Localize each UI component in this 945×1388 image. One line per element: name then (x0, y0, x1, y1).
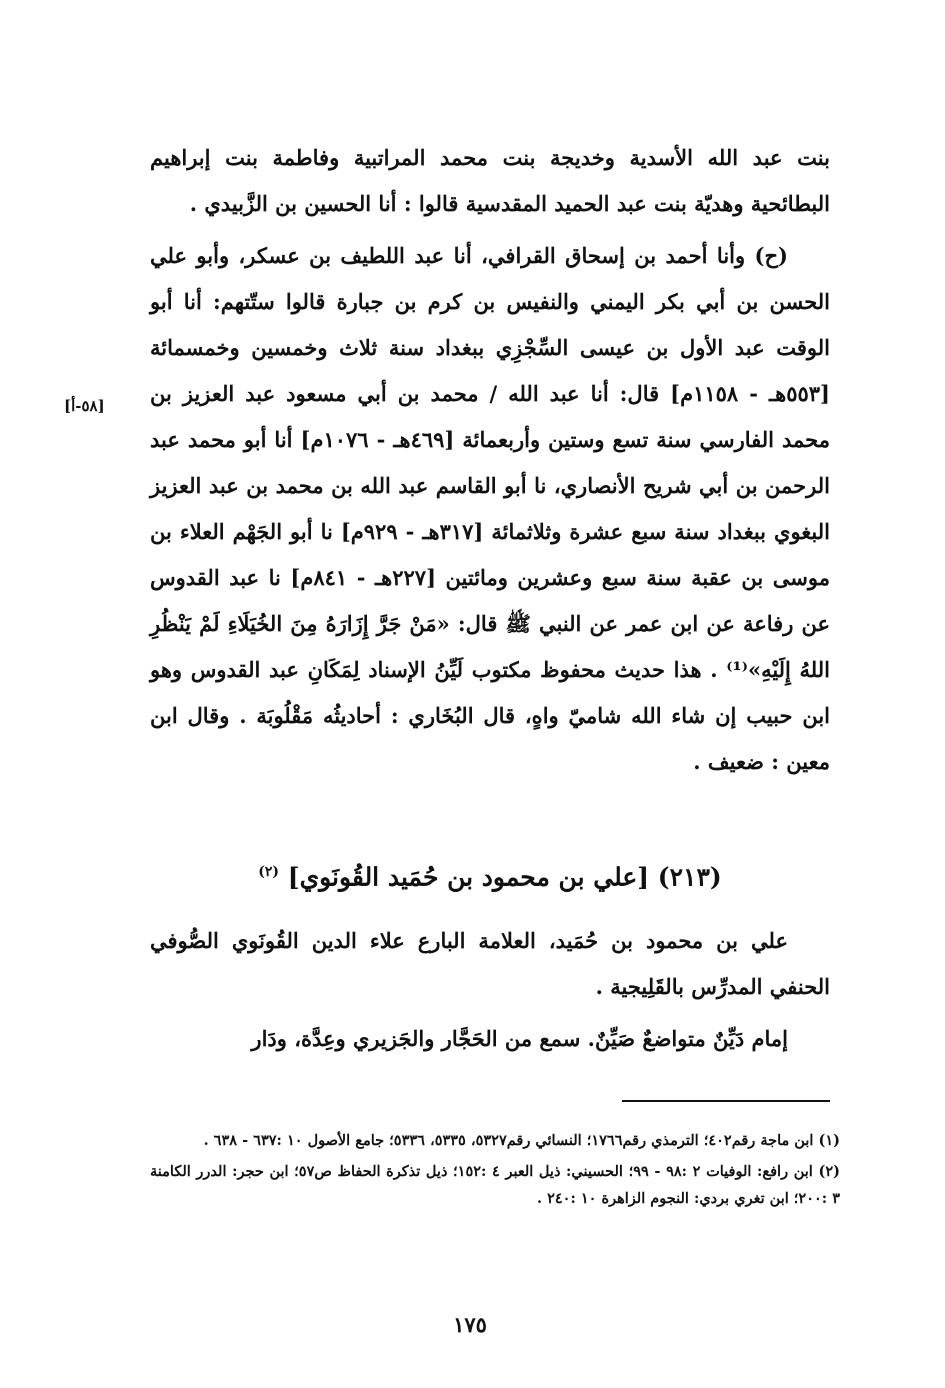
entry-paragraph-1: علي بن محمود بن حُمَيد، العلامة البارع علاء الدين القُونَوي الصُّوفي الحنفي المدرِّس بالقَلِيجية . (150, 928, 830, 999)
footnotes-block (150, 1127, 840, 1216)
margin-folio-note: [٥٨-أ] (64, 397, 105, 415)
footnote-1: (١) ابن ماجة رقم٤٠٢؛ الترمذي رقم١٧٦٦؛ النسائي رقم٥٣٢٧، ٥٣٣٥، ٥٣٣٦؛ جامع الأصول ١٠ :٦٣٧ - ٦٣٨ . (203, 1132, 840, 1149)
heading-footnote-ref: (٢) (258, 864, 280, 880)
entry-paragraph-2: إمام دَيِّنٌ متواضعٌ صَيِّنٌ. سمع من الحَجَّار والجَزيري وعِدَّة، ودَار (251, 1026, 788, 1051)
page-number: ١٧٥ (453, 1312, 487, 1337)
footnote-2: (٢) ابن رافع: الوفيات ٢ :٩٨ - ٩٩؛ الحسيني: ذيل العبر ٤ :١٥٢؛ ذيل تذكرة الحفاظ ص٥٧؛ ابن حجر: الدرر الكامنة ٣ :٢٠٠؛ ابن تغري بردي: النجوم الزاهرة ١٠ :٢٤٠ . (150, 1163, 840, 1207)
entry-text-block (150, 918, 830, 1062)
entry-heading (150, 852, 830, 897)
footnote-separator (622, 1100, 830, 1102)
paragraph-2: (ح) وأنا أحمد بن إسحاق القرافي، أنا عبد اللطيف بن عسكر، وأبو علي الحسن بن أبي بكر اليمني والنفيس بن كرم بن جبارة قالوا ستّتهم: أنا أبو الوقت عبد الأول بن عيسى السِّجْزِي ببغداد سنة ثلاث وخمسين وخمسمائة [٥٥٣هـ - ١١٥٨م] قال: أنا عبد الله / محمد بن أبي مسعود عبد العزيز بن محمد الفارسي سنة تسع وستين وأربعمائة [٤٦٩هـ - ١٠٧٦م] أنا أبو محمد عبد الرحمن بن أبي شريح الأنصاري، نا أبو القاسم عبد الله بن محمد بن عبد العزيز البغوي ببغداد سنة سبع عشرة وثلاثمائة [٣١٧هـ - ٩٢٩م] نا أبو الجَهْم العلاء بن موسى بن عقبة سنة سبع وعشرين ومائتين [٢٢٧هـ - ٨٤١م] نا عبد القدوس عن رفاعة عن ابن عمر عن النبي ﷺ قال: «مَنْ جَرَّ إِزَارَهُ مِنَ الخُيَلَاءِ لَمْ يَنْظُرِ اللهُ إِلَيْهِ»⁽¹⁾ . هذا حديث محفوظ مكتوب لَيِّنُ الإسناد لِمَكَانِ عبد القدوس وهو ابن حبيب إن شاء الله شاميّ واهٍ، قال البُخَاري : أحاديثُه مَقْلُوبَة . وقال ابن معين : ضعيف . (150, 243, 831, 774)
entry-heading-text: (٢١٣) [علي بن محمود بن حُمَيد القُونَوي] (287, 862, 722, 892)
main-text-block (150, 135, 830, 785)
paragraph-1: بنت عبد الله الأسدية وخديجة بنت محمد المراتبية وفاطمة بنت إبراهيم البطائحية وهديّة بنت عبد الحميد المقدسية قالوا : أنا الحسين بن الزَّبيدي . (150, 145, 830, 216)
